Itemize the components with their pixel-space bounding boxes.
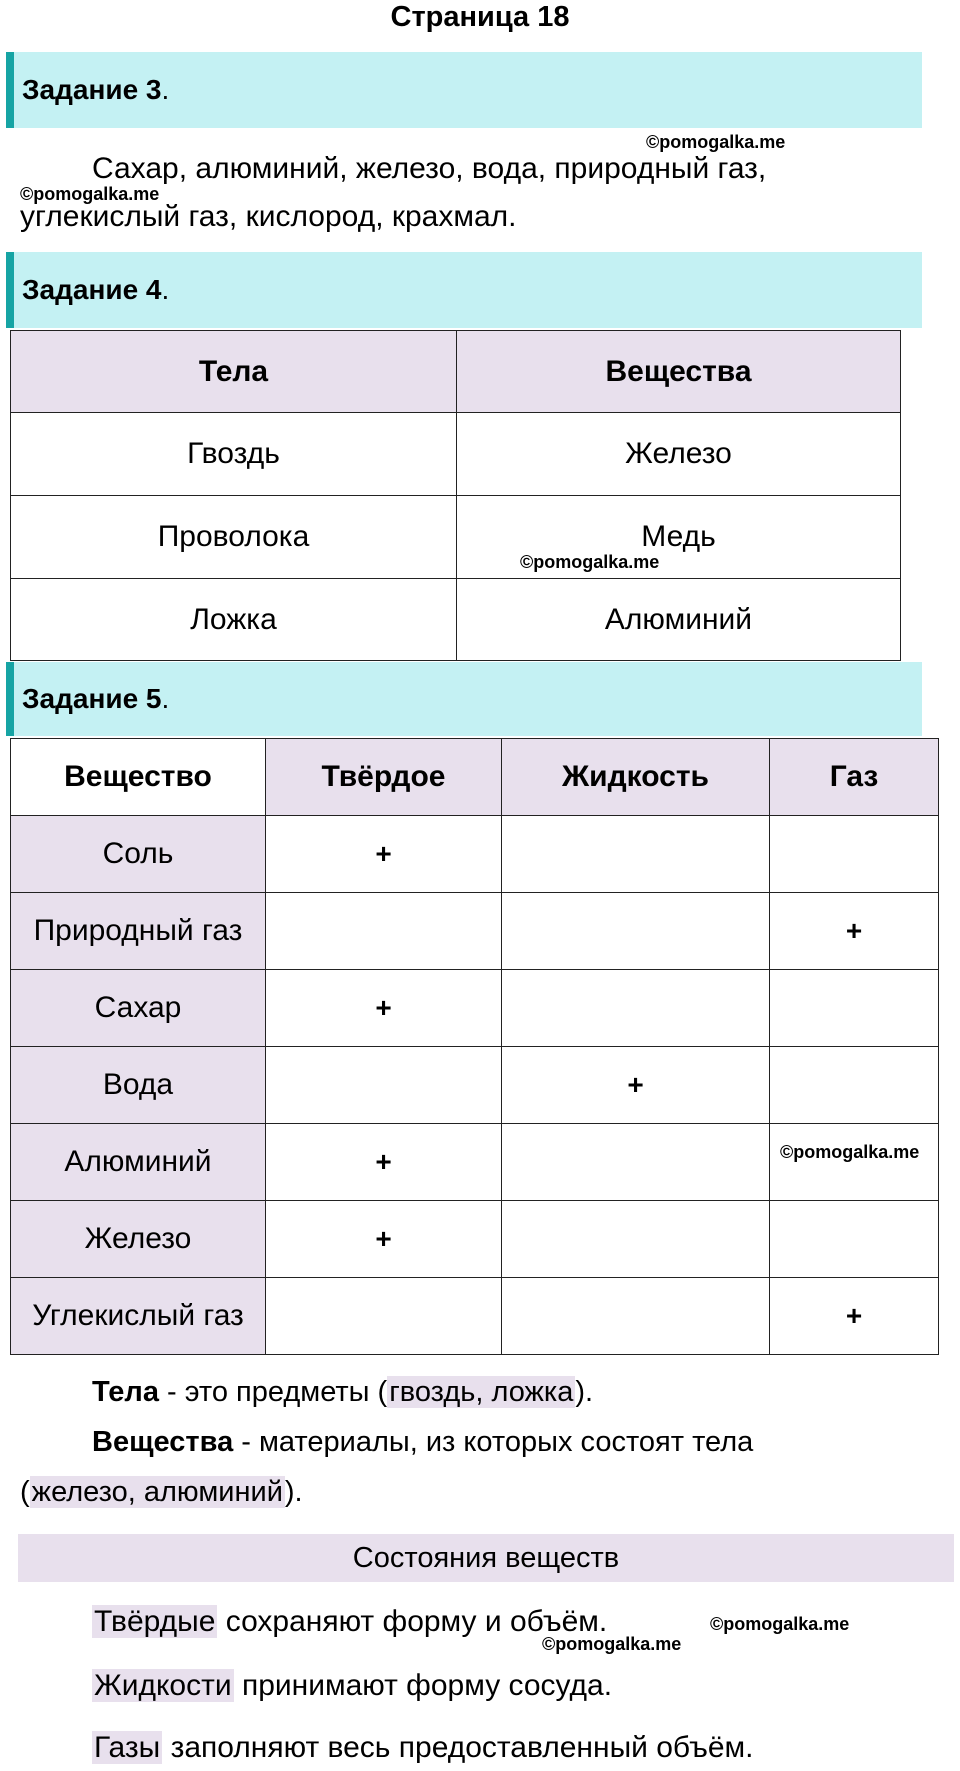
table-row (11, 579, 901, 661)
table-cell: Гвоздь (11, 413, 457, 496)
substance-cell: Сахар (11, 970, 266, 1047)
table-cell (770, 816, 939, 893)
table-cell: + (266, 970, 502, 1047)
table-cell (502, 816, 770, 893)
table-cell (502, 1201, 770, 1278)
watermark: ©pomogalka.me (710, 1614, 850, 1634)
table-cell (770, 970, 939, 1047)
table-row (11, 413, 901, 496)
table-cell (770, 1047, 939, 1124)
table-cell: + (266, 816, 502, 893)
bodies-examples: гвоздь, ложка (389, 1376, 574, 1408)
header-liquid: Жидкость (502, 739, 770, 816)
table-row (11, 1201, 939, 1278)
substances-text: - материалы, из которых состоят тела (233, 1426, 754, 1458)
definition-bodies (20, 1368, 920, 1416)
table-cell: Проволока (11, 496, 457, 579)
watermark: ©pomogalka.me (780, 1142, 920, 1162)
task5-table (10, 738, 939, 1355)
solid-text: сохраняют форму и объём. (217, 1605, 608, 1638)
table-header-row (11, 739, 939, 816)
gas-term: Газы (94, 1731, 161, 1764)
header-substances: Вещества (457, 331, 901, 413)
task3-line2: углекислый газ, кислород, крахмал. (20, 200, 517, 233)
table-cell: + (266, 1124, 502, 1201)
table-cell (502, 970, 770, 1047)
table-cell: + (502, 1047, 770, 1124)
substances-term: Вещества (92, 1426, 234, 1458)
watermark: ©pomogalka.me (520, 552, 660, 572)
task5-title: Задание 5 (22, 683, 162, 714)
table-cell (502, 1124, 770, 1201)
table-cell (266, 1278, 502, 1355)
watermark: ©pomogalka.me (20, 184, 160, 204)
task4-header (6, 252, 922, 328)
table-cell (266, 893, 502, 970)
table-cell: + (770, 893, 939, 970)
bodies-text: - это предметы ( (158, 1376, 388, 1408)
header-solid: Твёрдое (266, 739, 502, 816)
task3-title: Задание 3 (22, 74, 162, 105)
task3-dot: . (161, 74, 170, 105)
table-cell (266, 1047, 502, 1124)
substance-cell: Природный газ (11, 893, 266, 970)
table-cell (502, 893, 770, 970)
table-row (11, 1278, 939, 1355)
solid-term: Твёрдые (94, 1605, 216, 1638)
table-cell: + (770, 1278, 939, 1355)
table-row (11, 816, 939, 893)
substances-examples: железо, алюминий (31, 1476, 283, 1508)
header-gas: Газ (770, 739, 939, 816)
task3-line1: Сахар, алюминий, железо, вода, природный газ, (92, 152, 767, 185)
task4-table (10, 330, 901, 661)
table-cell: + (266, 1201, 502, 1278)
table-cell: Ложка (11, 579, 457, 661)
state-liquid (92, 1664, 612, 1708)
bodies-close: ). (575, 1376, 594, 1408)
substances-close: ). (284, 1476, 303, 1508)
bodies-term: Тела (92, 1376, 159, 1408)
table-cell: Медь (457, 496, 901, 579)
task5-header (6, 662, 922, 736)
substances-open: ( (20, 1476, 30, 1508)
substance-cell: Соль (11, 816, 266, 893)
definition-substances-examples-line (20, 1468, 920, 1516)
task4-dot: . (161, 274, 170, 305)
table-cell: Железо (457, 413, 901, 496)
liquid-term: Жидкости (94, 1669, 232, 1702)
states-title: Состояния веществ (18, 1534, 954, 1582)
table-row (11, 970, 939, 1047)
header-substance: Вещество (11, 739, 266, 816)
substance-cell: Алюминий (11, 1124, 266, 1201)
table-cell: Алюминий (457, 579, 901, 661)
gas-text: заполняют весь предоставленный объём. (162, 1731, 754, 1764)
task4-title: Задание 4 (22, 274, 162, 305)
page-title: Страница 18 (390, 1, 570, 33)
substance-cell: Железо (11, 1201, 266, 1278)
watermark: ©pomogalka.me (646, 132, 786, 152)
task5-dot: . (161, 683, 170, 714)
substance-cell: Вода (11, 1047, 266, 1124)
header-bodies: Тела (11, 331, 457, 413)
table-cell (770, 1201, 939, 1278)
substance-cell: Углекислый газ (11, 1278, 266, 1355)
definition-substances (20, 1418, 920, 1466)
table-cell (502, 1278, 770, 1355)
watermark: ©pomogalka.me (542, 1634, 682, 1654)
task3-header (6, 52, 922, 128)
liquid-text: принимают форму сосуда. (233, 1669, 613, 1702)
table-row (11, 1047, 939, 1124)
state-solid (92, 1600, 607, 1644)
table-header-row (11, 331, 901, 413)
state-gas (92, 1726, 754, 1770)
table-row (11, 893, 939, 970)
table-row (11, 496, 901, 579)
